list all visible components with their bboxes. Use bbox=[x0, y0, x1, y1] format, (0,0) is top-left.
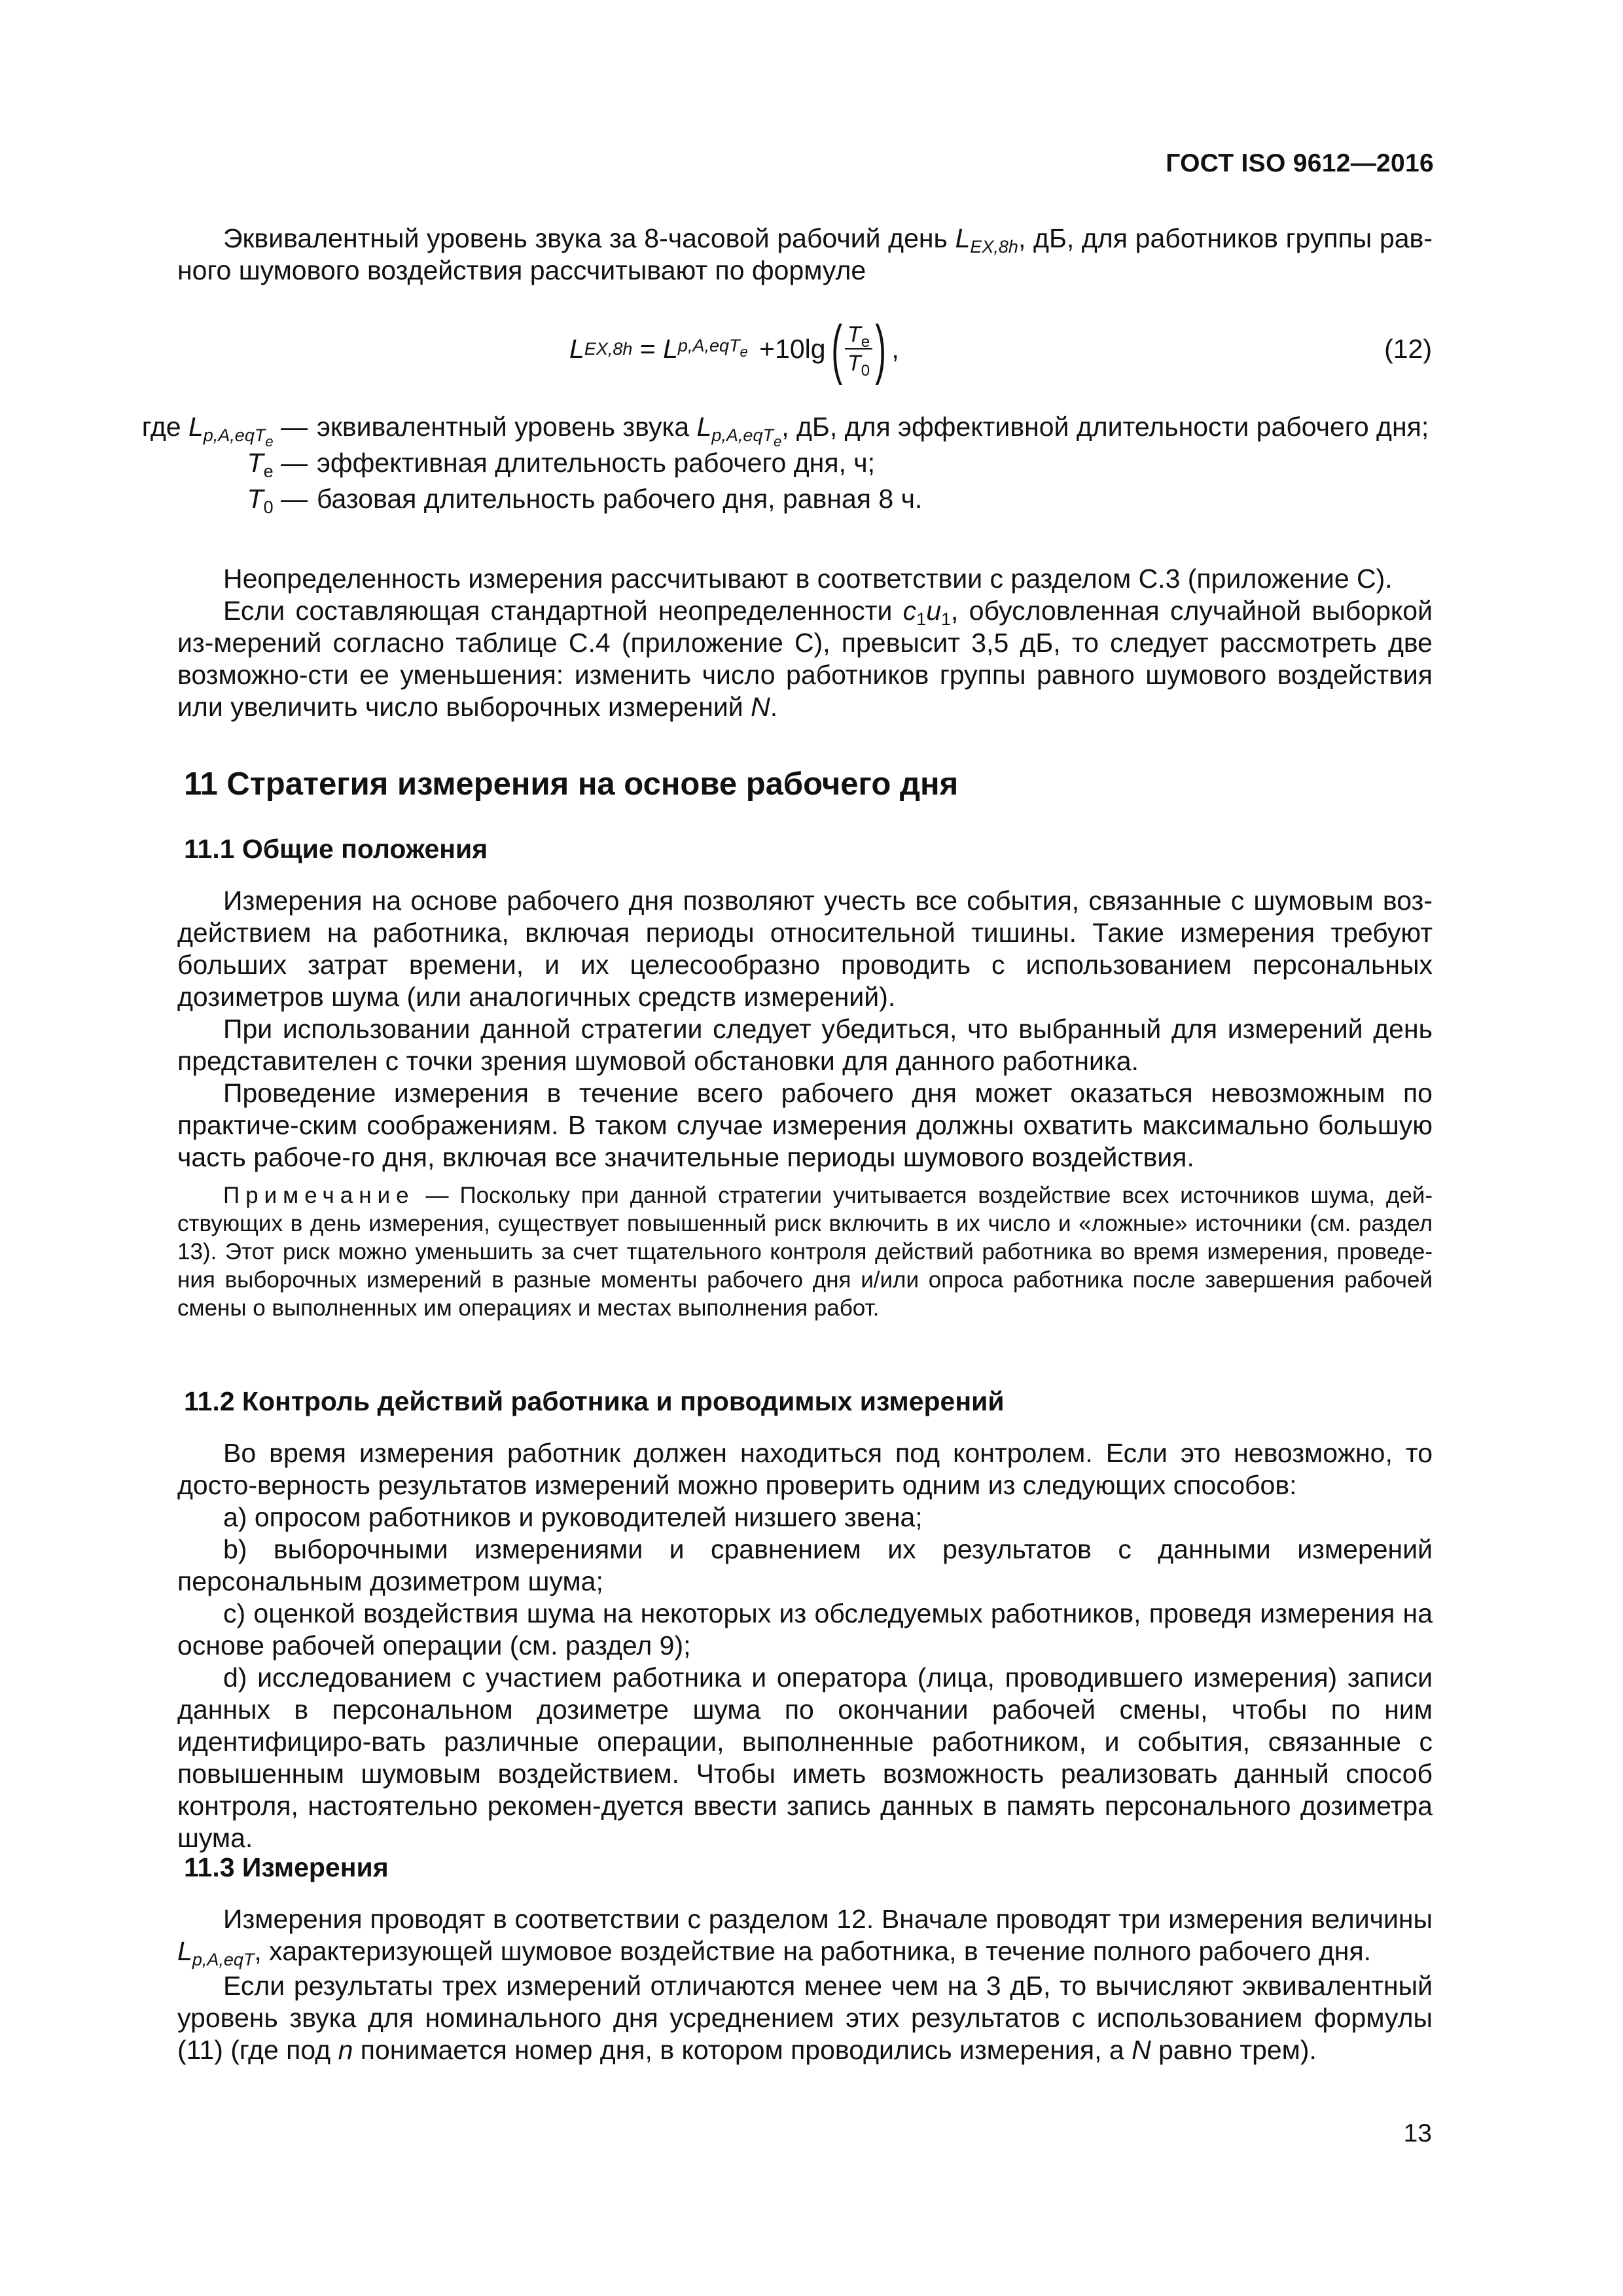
uncertainty-block bbox=[177, 563, 1433, 723]
formula-rhs-sub-text: p,A,eqT bbox=[677, 336, 740, 355]
where-dash: — bbox=[273, 448, 308, 478]
s3-symbol-sub: p,A,eqT bbox=[192, 1950, 255, 1969]
definition-symbol: L bbox=[696, 412, 712, 442]
uncertainty-c-sub: 1 bbox=[916, 609, 927, 629]
where-definitions bbox=[118, 411, 1442, 515]
section-11-2-item-b: b) выборочными измерениями и сравнением их результатов с данными измерений персональным дозиметром шума; bbox=[177, 1534, 1433, 1596]
formula-fraction-group bbox=[826, 312, 892, 386]
formula-equals: = bbox=[632, 333, 664, 364]
section-11-1-body bbox=[177, 885, 1433, 1322]
intro-text-end: , дБ, для работников группы рав-ного шумового воздействия рассчитывают по формуле bbox=[177, 223, 1433, 285]
section-11-2-body bbox=[177, 1437, 1433, 1854]
denominator-symbol: T bbox=[847, 351, 861, 376]
where-term bbox=[118, 447, 317, 479]
section-11-2-item-c: c) оценкой воздействия шума на некоторых из обследуемых работников, проведя измерения на основе рабочей операции (см. раздел 9); bbox=[177, 1598, 1433, 1660]
uncertainty-paragraph-2 bbox=[177, 595, 1433, 723]
where-row bbox=[118, 411, 1442, 450]
uncertainty-end: . bbox=[770, 692, 778, 722]
numerator-symbol: T bbox=[847, 322, 861, 347]
note-label: Примечание bbox=[223, 1183, 415, 1208]
where-dash: — bbox=[273, 484, 308, 514]
s3-p2-text: Если результаты трех измерений отличаются менее чем на 3 дБ, то вычисляют эквивалентный уровень звука для номинального дня усреднением этих результатов с использованием формулы (11) (где под bbox=[177, 1971, 1433, 2065]
definition-text: эквивалентный уровень звука bbox=[317, 412, 697, 442]
section-11-1-paragraph-1: Измерения на основе рабочего дня позволяют учесть все события, связанные с шумовым воз-действием на работника, включая периоды относительной тишины. Такие измерения требуют больших затрат времени, и их целесообразно проводить с использованием персональных дозиметров шума (или аналогичных средств измерений). bbox=[177, 886, 1433, 1012]
s3-text: Измерения проводят в соответствии с разделом 12. Вначале проводят три измерения величины bbox=[223, 1904, 1433, 1934]
s3-text-end: , характеризующей шумовое воздействие на работника, в течение полного рабочего дня. bbox=[254, 1936, 1372, 1966]
formula-12: L EX,8h = L p,A,eqT$_e$ +10lg ( $\frac{T_e}{T_0}$ ) , bbox=[569, 312, 899, 386]
intro-symbol: L bbox=[955, 223, 971, 253]
page-number: 13 bbox=[1403, 2119, 1432, 2147]
where-symbol-sub bbox=[203, 425, 274, 450]
where-symbol-sub: 0 bbox=[263, 497, 274, 517]
uncertainty-text-mid: , обусловленная случайной выборкой из-мерений согласно таблице С.4 (приложение С), превысит 3,5 дБ, то следует рассмотреть две возможно-сти ее уменьшения: изменить число работников группы равного шумового воздействия или увеличить число выборочных измерений bbox=[177, 596, 1433, 722]
section-11-1-heading: 11.1 Общие положения bbox=[184, 834, 488, 864]
section-11-2-paragraph-1: Во время измерения работник должен находиться под контролем. Если это невозможно, то досто-верность результатов измерений можно проверить одним из следующих способов: bbox=[177, 1438, 1433, 1500]
formula-comma: , bbox=[891, 333, 899, 364]
section-11-1-paragraph-2: При использовании данной стратегии следует убедиться, что выбранный для измерений день представителен с точки зрения шумовой обстановки для данного работника. bbox=[177, 1014, 1433, 1076]
section-11-heading: 11 Стратегия измерения на основе рабочего дня bbox=[184, 766, 959, 802]
uncertainty-c: c bbox=[902, 596, 917, 626]
section-11-2-heading: 11.2 Контроль действий работника и проводимых измерений bbox=[184, 1386, 1005, 1416]
formula-rhs-sub bbox=[677, 336, 748, 360]
where-definition bbox=[317, 411, 1442, 450]
uncertainty-N: N bbox=[751, 692, 770, 722]
where-definition: эффективная длительность рабочего дня, ч; bbox=[317, 448, 876, 478]
where-symbol: T bbox=[247, 484, 264, 514]
left-paren: ( bbox=[830, 312, 842, 386]
section-11-2-item-d: d) исследованием с участием работника и оператора (лица, проводившего измерения) записи данных в персональном дозиметре шума по окончании рабочей смены, чтобы по ним идентифициро-вать различные операции, выполненные работником, и события, связанные с повышенным шумовым воздействием. Чтобы иметь возможность реализовать данный способ контроля, настоятельно рекомен-дуется ввести запись данных в память персонального дозиметра шума. bbox=[177, 1662, 1433, 1853]
section-11-3-heading: 11.3 Измерения bbox=[184, 1852, 389, 1882]
where-subsub: e bbox=[265, 433, 274, 450]
s3-p2-text-end: равно трем). bbox=[1150, 2035, 1317, 2065]
definition-text-end: , дБ, для эффективной длительности рабочего дня; bbox=[781, 412, 1429, 442]
uncertainty-paragraph-1: Неопределенность измерения рассчитывают в соответствии с разделом С.3 (приложение С). bbox=[223, 564, 1393, 594]
definition-sub-text: p,A,eqT bbox=[711, 425, 774, 445]
section-11-3-paragraph-1 bbox=[177, 1903, 1433, 1967]
section-11-1-note bbox=[177, 1181, 1433, 1322]
fraction-numerator bbox=[845, 321, 872, 350]
section-11-3-paragraph-2 bbox=[177, 1970, 1433, 2066]
s3-p2-n: n bbox=[338, 2035, 353, 2065]
formula-log-term: +10lg bbox=[751, 333, 826, 364]
section-11-3-body bbox=[177, 1903, 1433, 2066]
uncertainty-u-sub: 1 bbox=[941, 609, 952, 629]
where-term bbox=[118, 411, 317, 450]
section-11-1-paragraph-3: Проведение измерения в течение всего рабочего дня может оказаться невозможным по практиче-ским соображениям. В таком случае измерения должны охватить максимально большую часть рабоче-го дня, включая все значительные периоды шумового воздействия. bbox=[177, 1078, 1433, 1172]
where-definition: базовая длительность рабочего дня, равная 8 ч. bbox=[317, 484, 923, 514]
where-symbol: T bbox=[247, 448, 264, 478]
definition-symbol-sub bbox=[711, 425, 782, 450]
note-text: — Поскольку при данной стратегии учитывается воздействие всех источников шума, дей-ствующих в день измерения, существует повышенный риск включить в их число и «ложные» источники (см. раздел 13). Этот риск можно уменьшить за счет тщательного контроля действий работника во время измерения, проведе-ния выборочных измерений в разные моменты рабочего дня и/или опроса работника после завершения рабочей смены о выполненных им операциях и местах выполнения работ. bbox=[177, 1183, 1433, 1321]
definition-subsub: e bbox=[773, 433, 782, 450]
section-11-2-item-a: a) опросом работников и руководителей низшего звена; bbox=[223, 1502, 923, 1532]
document-id: ГОСТ ISO 9612—2016 bbox=[1166, 149, 1434, 177]
intro-text: Эквивалентный уровень звука за 8-часовой рабочий день bbox=[223, 223, 955, 253]
formula-lhs: L bbox=[569, 333, 584, 364]
where-symbol-sub: e bbox=[263, 461, 274, 481]
formula-rhs: L bbox=[663, 333, 678, 364]
where-row bbox=[118, 447, 1442, 479]
right-paren: ) bbox=[875, 312, 887, 386]
where-symbol: L bbox=[188, 412, 204, 442]
denominator-sub: 0 bbox=[861, 362, 870, 380]
where-row bbox=[118, 483, 1442, 515]
uncertainty-text: Если составляющая стандартной неопределенности bbox=[223, 596, 903, 626]
where-dash: — bbox=[273, 412, 308, 442]
where-term bbox=[118, 483, 317, 515]
where-lead: где bbox=[141, 412, 188, 442]
numerator-sub: e bbox=[861, 333, 870, 351]
equation-number: (12) bbox=[1384, 334, 1432, 364]
intro-symbol-sub: EX,8h bbox=[970, 237, 1018, 257]
s3-p2-N: N bbox=[1132, 2035, 1151, 2065]
uncertainty-u: u bbox=[926, 596, 942, 626]
formula-fraction bbox=[845, 321, 872, 380]
s3-symbol: L bbox=[177, 1936, 192, 1966]
formula-rhs-subsub: e bbox=[740, 344, 748, 360]
s3-p2-text-mid: понимается номер дня, в котором проводились измерения, а bbox=[353, 2035, 1132, 2065]
intro-paragraph bbox=[177, 223, 1433, 287]
fraction-denominator bbox=[845, 350, 872, 380]
where-sub-text: p,A,eqT bbox=[203, 425, 266, 445]
